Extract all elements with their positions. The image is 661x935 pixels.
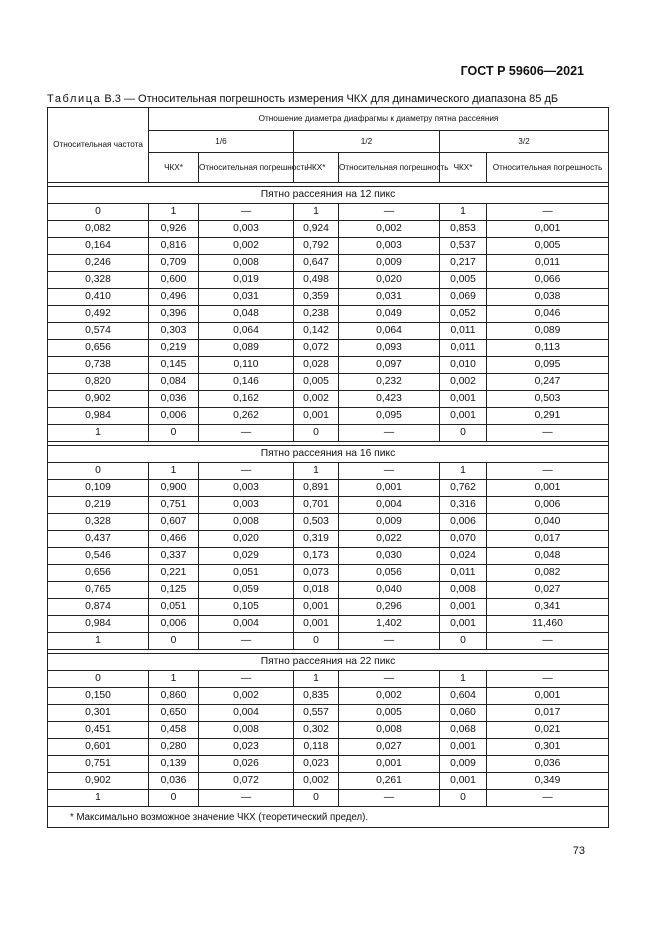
table-caption bbox=[47, 93, 558, 105]
table-cell: 0,607 bbox=[149, 514, 199, 531]
table-cell: 0,026 bbox=[199, 756, 294, 773]
table-cell: 0,023 bbox=[199, 739, 294, 756]
table-cell: 0,303 bbox=[149, 323, 199, 340]
table-row bbox=[48, 671, 609, 688]
table-cell: 0,060 bbox=[440, 705, 487, 722]
table-cell: 1 bbox=[294, 671, 339, 688]
table-cell: 0,437 bbox=[48, 531, 149, 548]
table-cell: 0,656 bbox=[48, 340, 149, 357]
table-cell: 0,001 bbox=[487, 688, 609, 705]
header-mtf: ЧКХ* bbox=[440, 153, 487, 183]
table-cell: — bbox=[339, 425, 440, 442]
table-cell: 0,296 bbox=[339, 599, 440, 616]
table-cell: 0,002 bbox=[199, 688, 294, 705]
table-cell: 0,006 bbox=[149, 408, 199, 425]
table-cell: 0,002 bbox=[294, 773, 339, 790]
table-cell: 0,020 bbox=[339, 272, 440, 289]
table-cell: 0,891 bbox=[294, 480, 339, 497]
table-row bbox=[48, 616, 609, 633]
table-cell: 0,150 bbox=[48, 688, 149, 705]
table-row bbox=[48, 306, 609, 323]
table-cell: 0,003 bbox=[199, 480, 294, 497]
table-row bbox=[48, 204, 609, 221]
table-cell: 0,280 bbox=[149, 739, 199, 756]
table-cell: 0,003 bbox=[199, 497, 294, 514]
table-cell: 0,458 bbox=[149, 722, 199, 739]
table-cell: 0,001 bbox=[440, 773, 487, 790]
table-cell: 0,984 bbox=[48, 616, 149, 633]
table-cell: 0 bbox=[48, 463, 149, 480]
table-cell: 0,089 bbox=[487, 323, 609, 340]
table-cell: 0,064 bbox=[199, 323, 294, 340]
table-cell: 0,492 bbox=[48, 306, 149, 323]
table-cell: 0,093 bbox=[339, 340, 440, 357]
table-cell: 0,049 bbox=[339, 306, 440, 323]
table-cell: 1 bbox=[149, 204, 199, 221]
table-cell: 0,291 bbox=[487, 408, 609, 425]
table-cell: 0,036 bbox=[487, 756, 609, 773]
table-cell: 0,557 bbox=[294, 705, 339, 722]
table-cell: — bbox=[487, 633, 609, 650]
table-cell: 0,048 bbox=[487, 548, 609, 565]
header-ratio-1-2: 1/2 bbox=[294, 131, 440, 153]
table-row bbox=[48, 391, 609, 408]
table-cell: 0,261 bbox=[339, 773, 440, 790]
table-cell: 1 bbox=[440, 671, 487, 688]
table-cell: 0,059 bbox=[199, 582, 294, 599]
table-cell: — bbox=[199, 790, 294, 807]
table-cell: 0,040 bbox=[487, 514, 609, 531]
table-cell: — bbox=[199, 463, 294, 480]
table-cell: 0,001 bbox=[339, 756, 440, 773]
table-row bbox=[48, 548, 609, 565]
table-cell: 0,359 bbox=[294, 289, 339, 306]
table-cell: 0,574 bbox=[48, 323, 149, 340]
table-cell: 0,113 bbox=[487, 340, 609, 357]
table-cell: 0,900 bbox=[149, 480, 199, 497]
table-cell: 0,765 bbox=[48, 582, 149, 599]
table-cell: 0,084 bbox=[149, 374, 199, 391]
table-row bbox=[48, 531, 609, 548]
table-cell: 0,005 bbox=[294, 374, 339, 391]
table-cell: 0,008 bbox=[199, 514, 294, 531]
table-cell: 0,423 bbox=[339, 391, 440, 408]
table-cell: 0,319 bbox=[294, 531, 339, 548]
table-cell: 0,052 bbox=[440, 306, 487, 323]
table-cell: 0,145 bbox=[149, 357, 199, 374]
table-row bbox=[48, 238, 609, 255]
table-cell: 0,008 bbox=[199, 255, 294, 272]
table-cell: 0,004 bbox=[199, 616, 294, 633]
table-row bbox=[48, 221, 609, 238]
table-cell: 0,217 bbox=[440, 255, 487, 272]
table-row bbox=[48, 565, 609, 582]
table-cell: 0,238 bbox=[294, 306, 339, 323]
table-cell: 0,010 bbox=[440, 357, 487, 374]
table-cell: 0,001 bbox=[487, 221, 609, 238]
table-cell: 0 bbox=[48, 671, 149, 688]
table-cell: 0 bbox=[294, 425, 339, 442]
table-cell: 0,701 bbox=[294, 497, 339, 514]
header-relative-error: Относительная погрешность bbox=[339, 153, 440, 183]
table-cell: — bbox=[199, 425, 294, 442]
section-title: Пятно рассеяния на 22 пикс bbox=[48, 654, 609, 671]
table-cell: 0,002 bbox=[440, 374, 487, 391]
table-cell: 0,095 bbox=[487, 357, 609, 374]
table-row bbox=[48, 705, 609, 722]
table-cell: 0,820 bbox=[48, 374, 149, 391]
table-cell: 0,604 bbox=[440, 688, 487, 705]
table-cell: 0,110 bbox=[199, 357, 294, 374]
table-cell: 0,537 bbox=[440, 238, 487, 255]
table-cell: 0,125 bbox=[149, 582, 199, 599]
table-cell: 0,600 bbox=[149, 272, 199, 289]
table-row bbox=[48, 255, 609, 272]
table-cell: 0,762 bbox=[440, 480, 487, 497]
table-cell: 0,008 bbox=[199, 722, 294, 739]
table-cell: 0,072 bbox=[294, 340, 339, 357]
table-cell: 0,001 bbox=[487, 480, 609, 497]
table-row bbox=[48, 289, 609, 306]
table-body bbox=[48, 183, 609, 807]
table-cell: 0,341 bbox=[487, 599, 609, 616]
table-cell: — bbox=[487, 463, 609, 480]
table-footnote: * Максимально возможное значение ЧКХ (теоретический предел). bbox=[48, 807, 609, 828]
table-cell: 0,001 bbox=[440, 408, 487, 425]
table-cell: 0,301 bbox=[487, 739, 609, 756]
table-cell: 0,002 bbox=[294, 391, 339, 408]
table-cell: 0,316 bbox=[440, 497, 487, 514]
table-cell: 0,070 bbox=[440, 531, 487, 548]
table-cell: 0,011 bbox=[487, 255, 609, 272]
table-cell: 0,029 bbox=[199, 548, 294, 565]
table-cell: 0 bbox=[48, 204, 149, 221]
table-cell: 0,031 bbox=[199, 289, 294, 306]
table-row bbox=[48, 582, 609, 599]
table-row bbox=[48, 633, 609, 650]
table-row bbox=[48, 425, 609, 442]
caption-prefix: Таблица bbox=[47, 93, 102, 105]
table-cell: 0,162 bbox=[199, 391, 294, 408]
table-row bbox=[48, 408, 609, 425]
table-cell: 0,036 bbox=[149, 773, 199, 790]
table-cell: 0 bbox=[149, 633, 199, 650]
table-cell: 0,064 bbox=[339, 323, 440, 340]
table-cell: 0,006 bbox=[149, 616, 199, 633]
table-cell: 0,546 bbox=[48, 548, 149, 565]
table-cell: 0,009 bbox=[339, 514, 440, 531]
table-cell: — bbox=[339, 671, 440, 688]
table-row bbox=[48, 323, 609, 340]
table-cell: 0,142 bbox=[294, 323, 339, 340]
table-cell: 0,001 bbox=[339, 480, 440, 497]
table-row bbox=[48, 272, 609, 289]
table-row bbox=[48, 688, 609, 705]
section-row bbox=[48, 446, 609, 463]
table-cell: 0,709 bbox=[149, 255, 199, 272]
table-row bbox=[48, 599, 609, 616]
table-cell: 0,410 bbox=[48, 289, 149, 306]
table-cell: 1,402 bbox=[339, 616, 440, 633]
header-mtf: ЧКХ* bbox=[149, 153, 199, 183]
table-cell: 0,328 bbox=[48, 272, 149, 289]
table-cell: 0,005 bbox=[487, 238, 609, 255]
table-cell: 0,024 bbox=[440, 548, 487, 565]
header-ratio: Отношение диаметра диафрагмы к диаметру пятна рассеяния bbox=[149, 108, 609, 131]
table-cell: 0,001 bbox=[294, 616, 339, 633]
table-cell: 0,009 bbox=[440, 756, 487, 773]
table-cell: 0,027 bbox=[487, 582, 609, 599]
table-cell: 1 bbox=[48, 633, 149, 650]
table-cell: 1 bbox=[149, 671, 199, 688]
table-cell: 0,011 bbox=[440, 340, 487, 357]
table-cell: 0,022 bbox=[339, 531, 440, 548]
page-number: 73 bbox=[572, 845, 585, 857]
table-cell: 0,466 bbox=[149, 531, 199, 548]
table-cell: 0,105 bbox=[199, 599, 294, 616]
table-cell: 0,118 bbox=[294, 739, 339, 756]
table-cell: 0,451 bbox=[48, 722, 149, 739]
table-cell: 0,109 bbox=[48, 480, 149, 497]
table-cell: 0,003 bbox=[339, 238, 440, 255]
table-cell: 1 bbox=[440, 204, 487, 221]
table-cell: 0,097 bbox=[339, 357, 440, 374]
table-cell: — bbox=[199, 671, 294, 688]
table-row bbox=[48, 340, 609, 357]
table-cell: 0,082 bbox=[487, 565, 609, 582]
section-row bbox=[48, 187, 609, 204]
table-cell: — bbox=[199, 633, 294, 650]
table-cell: 0,023 bbox=[294, 756, 339, 773]
table-cell: 0,011 bbox=[440, 565, 487, 582]
table-cell: 0,601 bbox=[48, 739, 149, 756]
table-cell: 0,040 bbox=[339, 582, 440, 599]
table-cell: 0,056 bbox=[339, 565, 440, 582]
table-cell: — bbox=[339, 204, 440, 221]
table-cell: 0,173 bbox=[294, 548, 339, 565]
table-cell: 0,072 bbox=[199, 773, 294, 790]
table-cell: 0,005 bbox=[440, 272, 487, 289]
table-cell: 0,048 bbox=[199, 306, 294, 323]
table-cell: 0,046 bbox=[487, 306, 609, 323]
caption-text: В.3 — Относительная погрешность измерения ЧКХ для динамического диапазона 85 дБ bbox=[101, 93, 559, 105]
table-cell: — bbox=[339, 633, 440, 650]
table-cell: 0,650 bbox=[149, 705, 199, 722]
table-cell: 0,004 bbox=[339, 497, 440, 514]
table-cell: 0,036 bbox=[149, 391, 199, 408]
table-cell: 1 bbox=[294, 204, 339, 221]
table-cell: 0,019 bbox=[199, 272, 294, 289]
table-cell: 0,001 bbox=[440, 599, 487, 616]
table-cell: 0,017 bbox=[487, 705, 609, 722]
table-cell: 0 bbox=[440, 790, 487, 807]
table-row bbox=[48, 773, 609, 790]
table-cell: 0,751 bbox=[48, 756, 149, 773]
table-row bbox=[48, 790, 609, 807]
table-cell: 0,139 bbox=[149, 756, 199, 773]
table-cell: 0,924 bbox=[294, 221, 339, 238]
table-cell: 0,874 bbox=[48, 599, 149, 616]
table-cell: — bbox=[199, 204, 294, 221]
table-cell: 0,073 bbox=[294, 565, 339, 582]
header-ratio-3-2: 3/2 bbox=[440, 131, 609, 153]
table-cell: 0,328 bbox=[48, 514, 149, 531]
table-cell: 0,051 bbox=[149, 599, 199, 616]
table-cell: 0,984 bbox=[48, 408, 149, 425]
table-cell: 0,396 bbox=[149, 306, 199, 323]
table-cell: 0,021 bbox=[487, 722, 609, 739]
table-cell: 0,001 bbox=[440, 391, 487, 408]
table-cell: 0 bbox=[440, 633, 487, 650]
table-cell: 0,002 bbox=[199, 238, 294, 255]
header-relative-error: Относительная погрешность bbox=[199, 153, 294, 183]
table-cell: 0,008 bbox=[440, 582, 487, 599]
table-cell: 0,647 bbox=[294, 255, 339, 272]
table-cell: 0,002 bbox=[339, 221, 440, 238]
table-cell: 0 bbox=[149, 790, 199, 807]
table-cell: 0 bbox=[294, 633, 339, 650]
table-cell: 0,031 bbox=[339, 289, 440, 306]
table-row bbox=[48, 463, 609, 480]
table-cell: 1 bbox=[440, 463, 487, 480]
section-title: Пятно рассеяния на 16 пикс bbox=[48, 446, 609, 463]
table-row bbox=[48, 374, 609, 391]
table-cell: 0,738 bbox=[48, 357, 149, 374]
table-cell: 0,003 bbox=[199, 221, 294, 238]
table-cell: 0,349 bbox=[487, 773, 609, 790]
table-cell: 0,853 bbox=[440, 221, 487, 238]
table-cell: 1 bbox=[48, 425, 149, 442]
table-cell: — bbox=[487, 790, 609, 807]
table-cell: 0,902 bbox=[48, 773, 149, 790]
table-cell: 0,656 bbox=[48, 565, 149, 582]
table-cell: 1 bbox=[149, 463, 199, 480]
table-cell: 0,068 bbox=[440, 722, 487, 739]
table-cell: 0,066 bbox=[487, 272, 609, 289]
table-cell: 0,337 bbox=[149, 548, 199, 565]
table-row bbox=[48, 739, 609, 756]
table-cell: 0,926 bbox=[149, 221, 199, 238]
table-row bbox=[48, 514, 609, 531]
table-cell: 0,038 bbox=[487, 289, 609, 306]
table-cell: 0,860 bbox=[149, 688, 199, 705]
table-cell: 0,005 bbox=[339, 705, 440, 722]
table-cell: 0,001 bbox=[294, 599, 339, 616]
table-row bbox=[48, 756, 609, 773]
table-cell: 0,027 bbox=[339, 739, 440, 756]
section-title: Пятно рассеяния на 12 пикс bbox=[48, 187, 609, 204]
table-cell: 0,219 bbox=[48, 497, 149, 514]
table-cell: 0 bbox=[440, 425, 487, 442]
table-cell: 0 bbox=[149, 425, 199, 442]
table-cell: 0,751 bbox=[149, 497, 199, 514]
table-cell: 0,301 bbox=[48, 705, 149, 722]
header-ratio-1-6: 1/6 bbox=[149, 131, 294, 153]
header-relative-frequency: Относительная частота bbox=[48, 108, 149, 183]
table-cell: 0,069 bbox=[440, 289, 487, 306]
table-cell: 1 bbox=[48, 790, 149, 807]
table-cell: — bbox=[339, 790, 440, 807]
table-cell: 0,095 bbox=[339, 408, 440, 425]
table-cell: — bbox=[339, 463, 440, 480]
table-cell: 0,498 bbox=[294, 272, 339, 289]
table-cell: 0,028 bbox=[294, 357, 339, 374]
table-row bbox=[48, 480, 609, 497]
table-cell: 0,247 bbox=[487, 374, 609, 391]
document-code: ГОСТ Р 59606—2021 bbox=[460, 64, 584, 78]
table-cell: 0,302 bbox=[294, 722, 339, 739]
table-cell: 0,020 bbox=[199, 531, 294, 548]
table-cell: 0,219 bbox=[149, 340, 199, 357]
table-cell: 0,089 bbox=[199, 340, 294, 357]
table-cell: 0,030 bbox=[339, 548, 440, 565]
table-cell: 0,006 bbox=[487, 497, 609, 514]
table-cell: 0 bbox=[294, 790, 339, 807]
table-cell: 0,004 bbox=[199, 705, 294, 722]
table-cell: 0,221 bbox=[149, 565, 199, 582]
table-cell: 0,503 bbox=[487, 391, 609, 408]
table-cell: 0,792 bbox=[294, 238, 339, 255]
table-cell: 11,460 bbox=[487, 616, 609, 633]
table-cell: 0,902 bbox=[48, 391, 149, 408]
table-cell: — bbox=[487, 204, 609, 221]
table-cell: — bbox=[487, 671, 609, 688]
table-row bbox=[48, 722, 609, 739]
header-mtf: ЧКХ* bbox=[294, 153, 339, 183]
table-cell: 0,008 bbox=[339, 722, 440, 739]
table-cell: 0,246 bbox=[48, 255, 149, 272]
table-cell: 0,503 bbox=[294, 514, 339, 531]
table-cell: 0,051 bbox=[199, 565, 294, 582]
table-cell: 0,232 bbox=[339, 374, 440, 391]
table-cell: — bbox=[487, 425, 609, 442]
table-row bbox=[48, 357, 609, 374]
table-cell: 0,001 bbox=[440, 616, 487, 633]
table-cell: 0,262 bbox=[199, 408, 294, 425]
table-cell: 0,001 bbox=[294, 408, 339, 425]
table-cell: 0,835 bbox=[294, 688, 339, 705]
header-relative-error: Относительная погрешность bbox=[487, 153, 609, 183]
table-cell: 0,018 bbox=[294, 582, 339, 599]
table-cell: 0,146 bbox=[199, 374, 294, 391]
table-cell: 0,164 bbox=[48, 238, 149, 255]
section-row bbox=[48, 654, 609, 671]
table-cell: 0,002 bbox=[339, 688, 440, 705]
measurement-error-table bbox=[47, 107, 609, 828]
table-cell: 0,009 bbox=[339, 255, 440, 272]
table-cell: 1 bbox=[294, 463, 339, 480]
table-cell: 0,017 bbox=[487, 531, 609, 548]
table-cell: 0,082 bbox=[48, 221, 149, 238]
table-cell: 0,816 bbox=[149, 238, 199, 255]
table-cell: 0,011 bbox=[440, 323, 487, 340]
table-row bbox=[48, 497, 609, 514]
table-cell: 0,001 bbox=[440, 739, 487, 756]
table-cell: 0,006 bbox=[440, 514, 487, 531]
table-cell: 0,496 bbox=[149, 289, 199, 306]
